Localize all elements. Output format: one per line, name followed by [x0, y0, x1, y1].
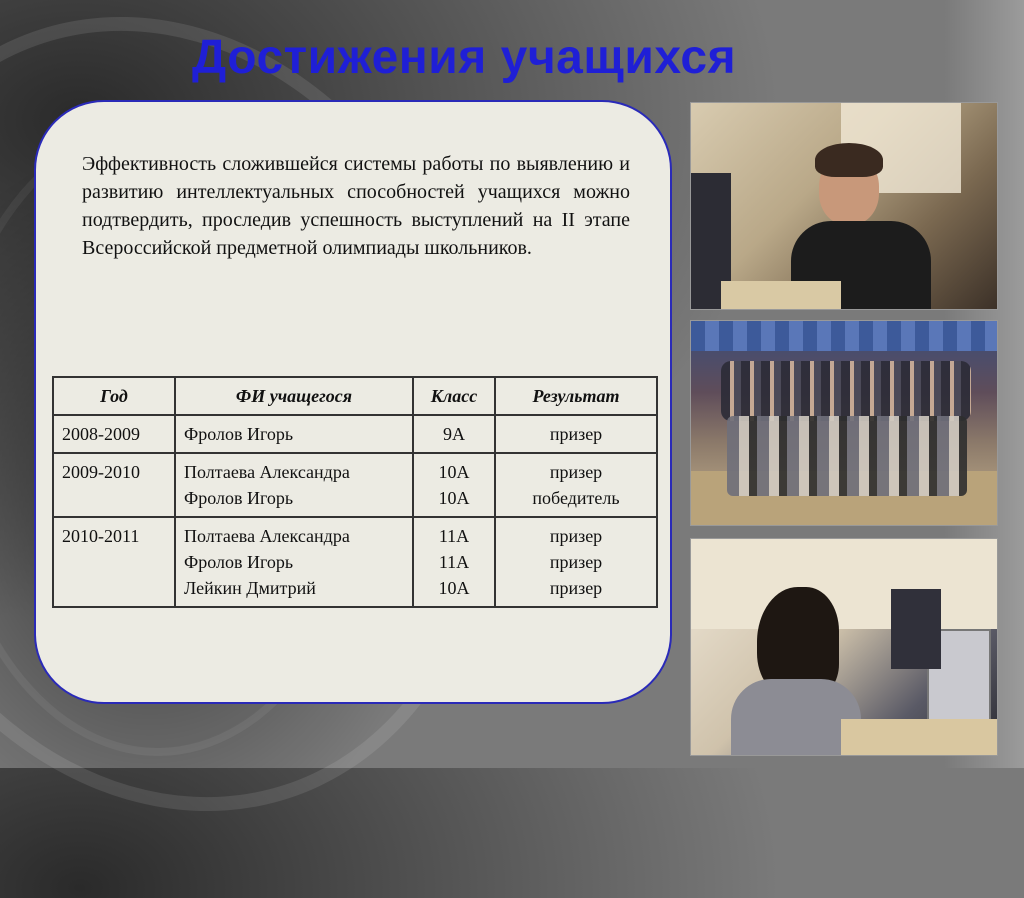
cell-year: 2009-2010 [53, 453, 175, 517]
desk-shape [721, 281, 841, 309]
student-name: Фролов Игорь [184, 552, 294, 572]
cell-class [413, 517, 495, 607]
class-value: 9А [443, 424, 465, 444]
class-value: 10А [438, 488, 470, 508]
cell-result [495, 517, 657, 607]
class-value: 11А [438, 552, 470, 572]
header-result: Результат [495, 377, 657, 415]
cell-year: 2010-2011 [53, 517, 175, 607]
result-value: призер [549, 552, 603, 572]
table-row [53, 453, 657, 517]
result-value: призер [549, 424, 603, 444]
result-value: победитель [532, 488, 620, 508]
wall-shape [691, 539, 997, 629]
curtain-shape [691, 321, 997, 351]
cell-student [175, 415, 413, 453]
result-value: призер [549, 462, 603, 482]
cell-class [413, 415, 495, 453]
student-name: Фролов Игорь [184, 424, 294, 444]
desk-shape [841, 719, 997, 755]
cell-student [175, 453, 413, 517]
cell-year: 2008-2009 [53, 415, 175, 453]
header-student: ФИ учащегося [175, 377, 413, 415]
slide-title: Достижения учащихся [192, 31, 737, 84]
cell-result [495, 415, 657, 453]
cell-class [413, 453, 495, 517]
results-table [52, 376, 658, 608]
header-class: Класс [413, 377, 495, 415]
student-name: Полтаева Александра [184, 526, 350, 546]
intro-paragraph: Эффективность сложившейся системы работы по выявлению и развитию интеллектуальных способностей учащихся можно подтвердить, проследив успешность выступлений на II этапе Всероссийской предметной олимпиады школьников. [82, 153, 630, 259]
person-hair-shape [815, 143, 883, 177]
result-value: призер [549, 526, 603, 546]
students-in-computer-class-photo [690, 538, 998, 756]
result-value: призер [549, 578, 603, 598]
student-name: Фролов Игорь [184, 488, 294, 508]
cell-student [175, 517, 413, 607]
student-at-computer-photo [690, 102, 998, 310]
student-name: Лейкин Дмитрий [184, 578, 316, 598]
crowd-front-shape [727, 416, 967, 496]
table-header-row [53, 377, 657, 415]
header-year: Год [53, 377, 175, 415]
class-value: 11А [438, 526, 470, 546]
crowd-back-shape [721, 361, 971, 421]
student-name: Полтаева Александра [184, 462, 350, 482]
monitor-shape [891, 589, 941, 669]
class-value: 10А [438, 462, 470, 482]
group-photo [690, 320, 998, 526]
cell-result [495, 453, 657, 517]
table-row [53, 415, 657, 453]
class-value: 10А [438, 578, 470, 598]
table-row [53, 517, 657, 607]
